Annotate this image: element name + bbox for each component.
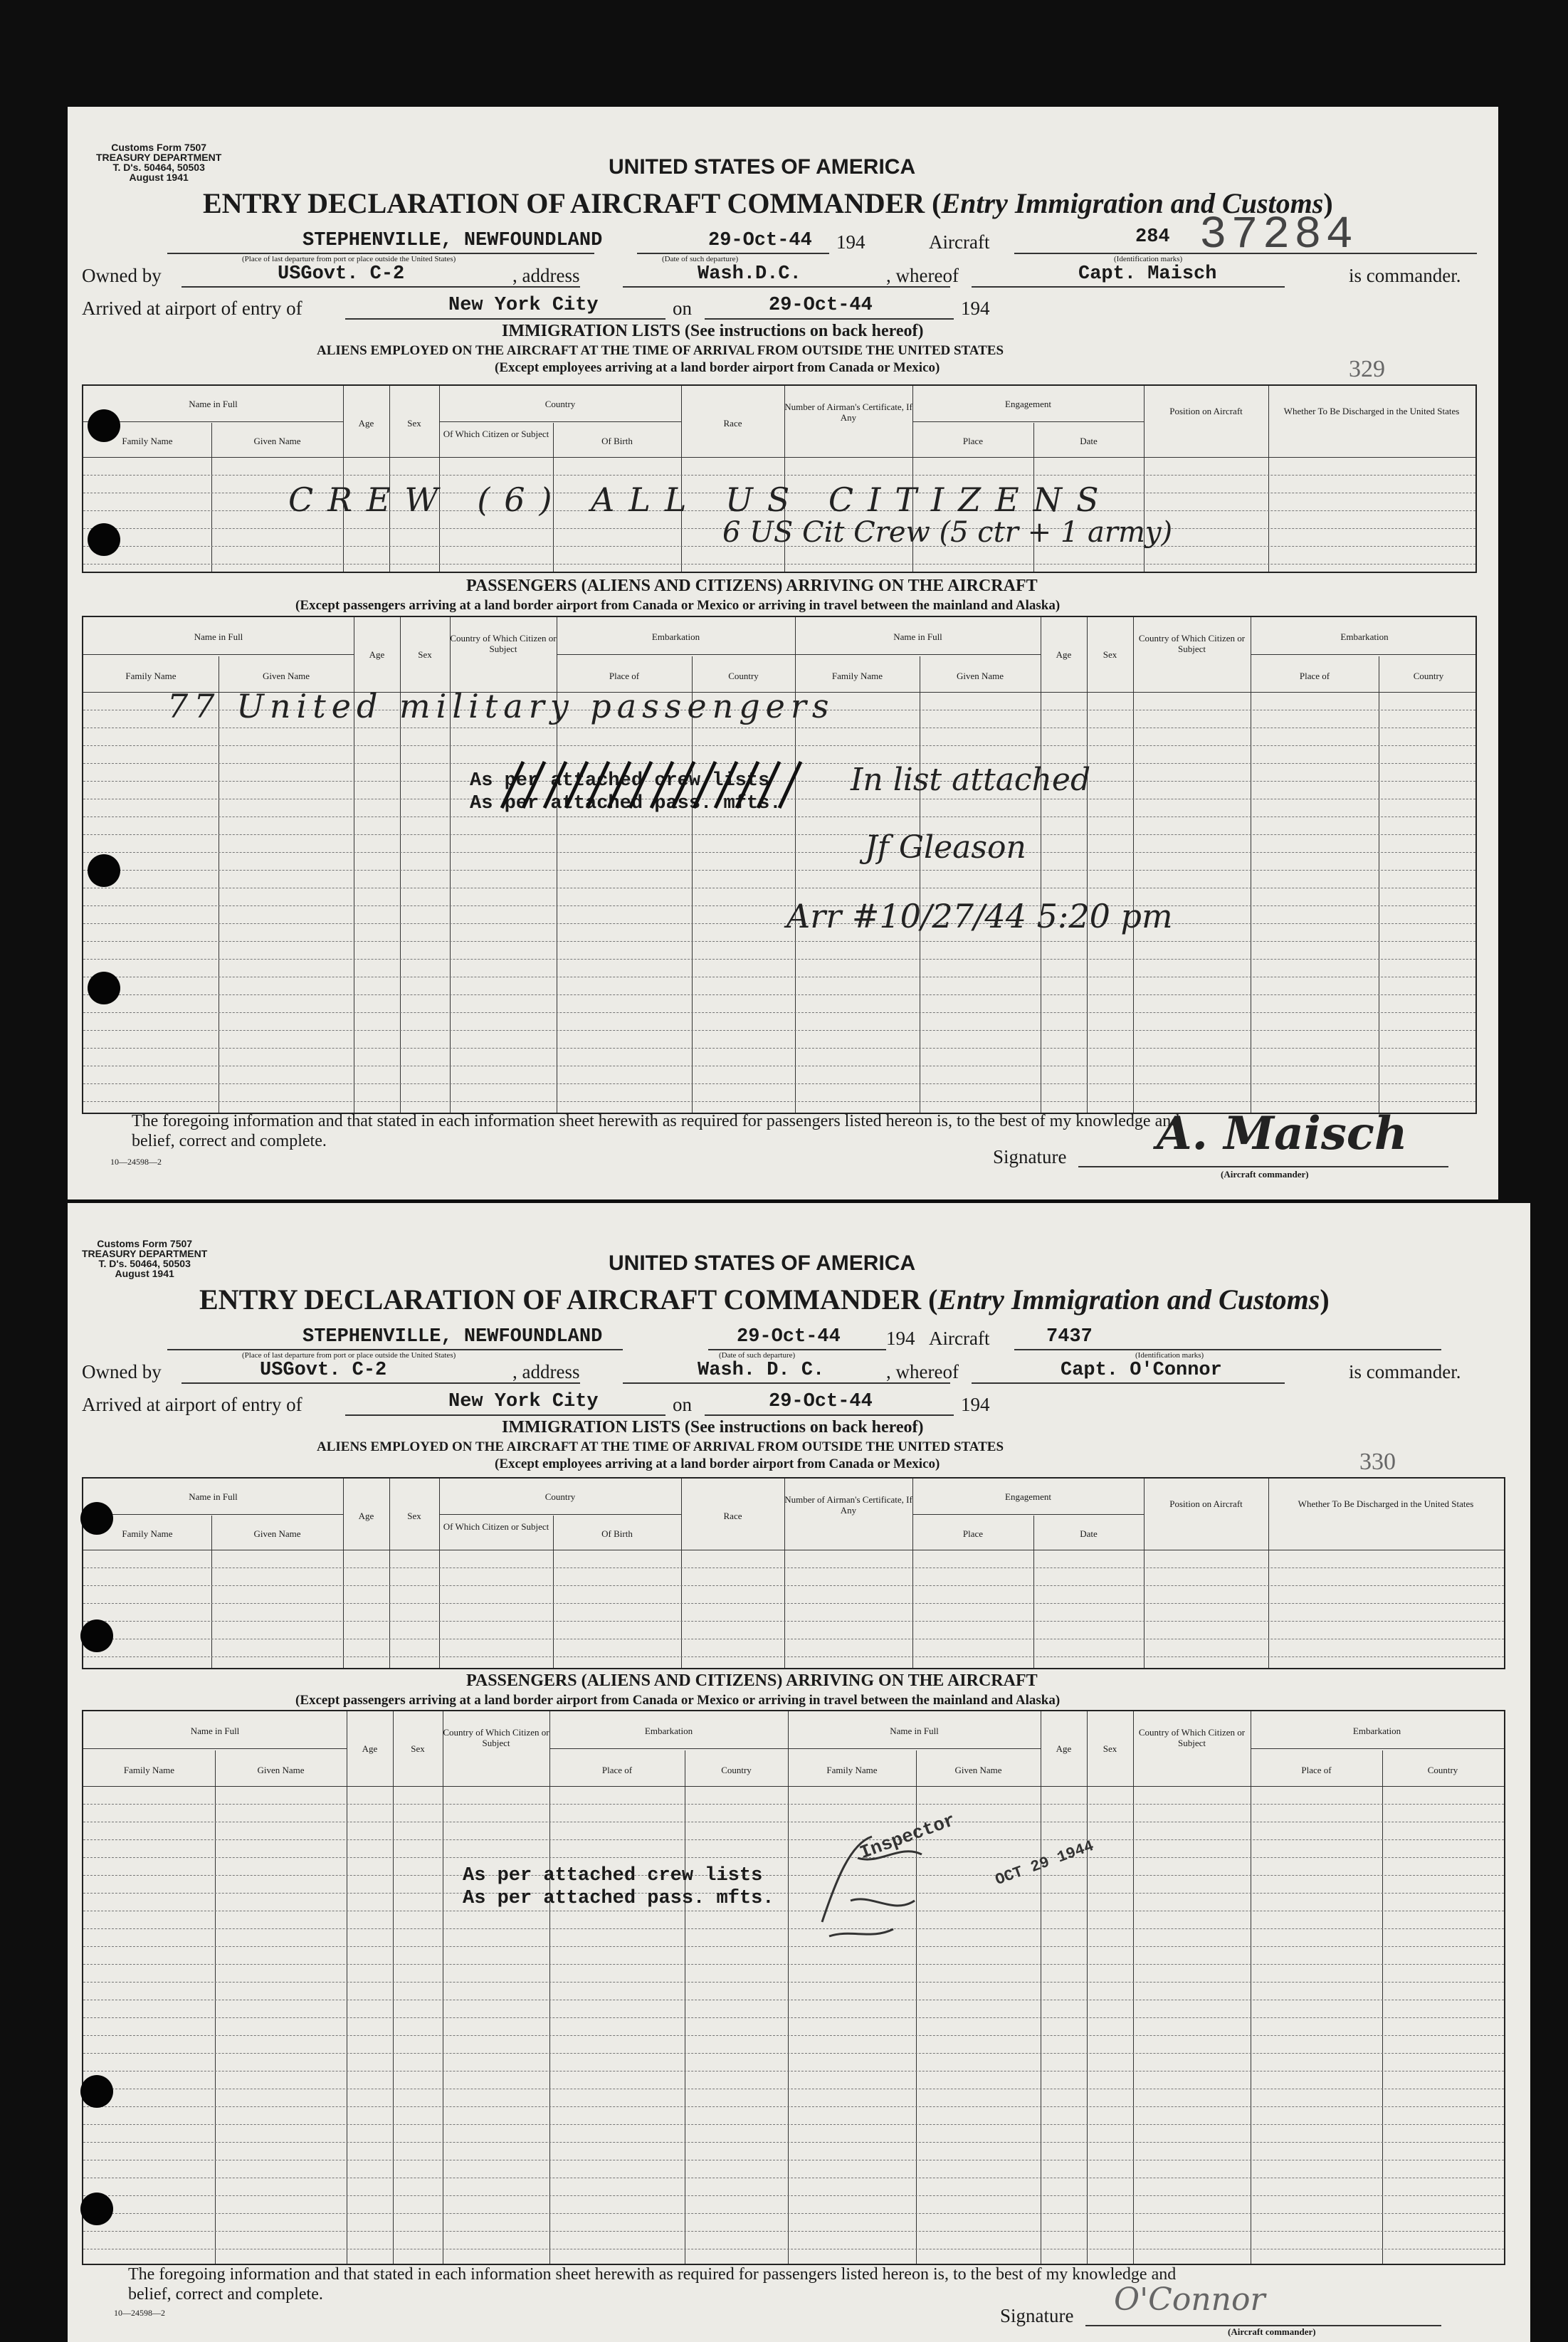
- title-italic: Entry Immigration and Customs: [941, 187, 1324, 219]
- strike-through-scribble: [495, 758, 865, 815]
- col-engagement: Engagement: [1005, 399, 1051, 409]
- address-2[interactable]: Wash. D. C.: [698, 1360, 825, 1381]
- signature-label: Signature: [993, 1146, 1067, 1167]
- commander-2[interactable]: Capt. O'Connor: [1061, 1360, 1222, 1381]
- aliens-table-2: [82, 1477, 1505, 1669]
- date-caption-2: (Date of such departure): [719, 1351, 796, 1360]
- p-col-age-2: Age: [1056, 649, 1072, 660]
- punch-hole: [88, 854, 120, 887]
- form-code-2: 10—24598—2: [114, 2308, 165, 2318]
- is-commander-label: is commander.: [1349, 265, 1461, 286]
- declaration-form-1: [68, 107, 1498, 1199]
- on-label: on: [673, 298, 692, 319]
- departure-caption-2: (Place of last departure from port or place outside the United States): [242, 1351, 456, 1360]
- owner[interactable]: USGovt. C-2: [278, 263, 405, 285]
- form-title-2: [199, 1283, 1330, 1316]
- p2-col-name: Name in Full: [190, 1726, 240, 1736]
- declaration-form-2: [68, 1203, 1530, 2342]
- arrived-date[interactable]: 29-Oct-44: [769, 295, 873, 316]
- signature: A. Maisch: [1157, 1107, 1408, 1160]
- p2-col-given: Given Name: [257, 1765, 305, 1775]
- punch-hole: [88, 409, 120, 442]
- form-id-2: Customs Form 7507: [97, 1238, 193, 1249]
- form-id: Customs Form 7507: [111, 142, 207, 153]
- title-main-2: ENTRY DECLARATION OF AIRCRAFT COMMANDER (: [199, 1283, 938, 1316]
- col-discharged-2: Whether To Be Discharged in the United States: [1298, 1498, 1474, 1509]
- aliens-sub: (Except employees arriving at a land border airport from Canada or Mexico): [495, 360, 940, 375]
- p2-col-given-2: Given Name: [954, 1765, 1002, 1775]
- commander[interactable]: Capt. Maisch: [1078, 263, 1217, 285]
- aliens-heading-2: ALIENS EMPLOYED ON THE AIRCRAFT AT THE TIME OF ARRIVAL FROM OUTSIDE THE UNITED STATES: [317, 1439, 1004, 1454]
- col-birth: Of Birth: [601, 436, 633, 446]
- signature-caption: (Aircraft commander): [1221, 1169, 1309, 1180]
- typed-pass-line-2: As per attached pass. mfts.: [463, 1888, 774, 1909]
- immigration-lists-heading: IMMIGRATION LISTS (See instructions on back hereof): [502, 322, 924, 340]
- p2-col-place-of-2: Place of: [1301, 1765, 1332, 1775]
- passengers-heading-2: PASSENGERS (ALIENS AND CITIZENS) ARRIVING ON THE AIRCRAFT: [466, 1671, 1038, 1690]
- departure-date[interactable]: 29-Oct-44: [708, 230, 812, 251]
- aircraft-caption-2: (Identification marks): [1135, 1351, 1204, 1360]
- departure-caption: (Place of last departure from port or place outside the United States): [242, 255, 456, 263]
- form-date: August 1941: [129, 172, 189, 183]
- on-label-2: on: [673, 1394, 692, 1415]
- year-label-2: 194: [886, 1328, 915, 1349]
- typed-pass-line: As per attached pass. mfts.: [470, 793, 782, 814]
- handwritten-list-attached: In list attached: [851, 762, 1091, 798]
- col-citizen-2: Of Which Citizen or Subject: [443, 1521, 549, 1532]
- form-tds: T. D's. 50464, 50503: [112, 162, 205, 173]
- p-col-country-2: Country: [1413, 671, 1444, 681]
- p2-col-embarkation-2: Embarkation: [1352, 1726, 1401, 1736]
- inspector-stamp: Inspector: [857, 1809, 959, 1864]
- p-col-place-of-2: Place of: [1299, 671, 1330, 681]
- inspector-initials-scribble: [808, 1815, 1021, 1943]
- form-id-block-2: [82, 1239, 207, 1278]
- arrived-place[interactable]: New York City: [448, 295, 599, 316]
- form-code: 10—24598—2: [110, 1157, 162, 1167]
- p2-col-family-2: Family Name: [826, 1765, 878, 1775]
- p2-col-sex: Sex: [411, 1743, 425, 1754]
- col-age-2: Age: [358, 1511, 374, 1521]
- stamp-number: 37284: [1199, 210, 1358, 261]
- form-dept: TREASURY DEPARTMENT: [96, 152, 222, 163]
- owner-2[interactable]: USGovt. C-2: [260, 1360, 387, 1381]
- col-position-2: Position on Aircraft: [1169, 1498, 1243, 1509]
- arrived-date-2[interactable]: 29-Oct-44: [769, 1391, 873, 1412]
- p2-col-embarkation: Embarkation: [644, 1726, 693, 1736]
- col-birth-2: Of Birth: [601, 1528, 633, 1539]
- corner-number-2: 330: [1359, 1449, 1396, 1475]
- form-date-2: August 1941: [115, 1268, 174, 1279]
- p2-col-place-of: Place of: [601, 1765, 633, 1775]
- col-engagement-2: Engagement: [1005, 1491, 1051, 1502]
- col-name-in-full-2: Name in Full: [189, 1491, 238, 1502]
- punch-hole: [80, 2193, 113, 2225]
- col-race-2: Race: [723, 1511, 742, 1521]
- form-title: [203, 187, 1333, 220]
- aircraft-caption: (Identification marks): [1114, 255, 1183, 263]
- col-country: Country: [544, 399, 576, 409]
- country-heading-2: UNITED STATES OF AMERICA: [609, 1251, 916, 1275]
- col-discharged: Whether To Be Discharged in the United States: [1283, 406, 1460, 416]
- p-col-country: Country: [728, 671, 759, 681]
- title-end: ): [1323, 187, 1333, 219]
- col-place-2: Place: [962, 1528, 984, 1539]
- inspector-stamp-date: OCT 29 1944: [993, 1837, 1097, 1890]
- typed-crew-line: As per attached crew lists: [470, 770, 770, 792]
- col-family-name-2: Family Name: [122, 1528, 173, 1539]
- p-col-name: Name in Full: [194, 631, 243, 642]
- passengers-sub: (Except passengers arriving at a land border airport from Canada or Mexico or arriving in travel between the mainland and Alaska): [295, 598, 1061, 613]
- p-col-embarkation: Embarkation: [651, 631, 700, 642]
- departure-place[interactable]: STEPHENVILLE, NEWFOUNDLAND: [302, 230, 603, 251]
- p2-col-sex-2: Sex: [1103, 1743, 1117, 1754]
- col-sex: Sex: [407, 418, 421, 429]
- declaration-text-1-2: The foregoing information and that stated in each information sheet herewith as required for passengers listed hereon is, to the best of my knowledge and: [128, 2265, 1177, 2284]
- p2-col-country-of-2: Country of Which Citizen or Subject: [1138, 1727, 1246, 1748]
- punch-hole: [80, 1502, 113, 1535]
- arrived-label: Arrived at airport of entry of: [82, 298, 302, 319]
- arrived-place-2[interactable]: New York City: [448, 1391, 599, 1412]
- date-caption: (Date of such departure): [662, 255, 739, 263]
- immigration-lists-heading-2: IMMIGRATION LISTS (See instructions on back hereof): [502, 1418, 924, 1437]
- country-heading: UNITED STATES OF AMERICA: [609, 155, 916, 179]
- declaration-text-2: belief, correct and complete.: [132, 1132, 327, 1150]
- aircraft-number-2[interactable]: 7437: [1046, 1326, 1093, 1348]
- col-date: Date: [1080, 436, 1098, 446]
- aliens-heading: ALIENS EMPLOYED ON THE AIRCRAFT AT THE TIME OF ARRIVAL FROM OUTSIDE THE UNITED STATES: [317, 343, 1004, 358]
- col-race: Race: [723, 418, 742, 429]
- punch-hole: [88, 972, 120, 1004]
- signature-label-2: Signature: [1000, 2305, 1074, 2326]
- handwritten-crew-note: CREW (6) ALL US CITIZENS: [288, 481, 1113, 519]
- aircraft-label-2: Aircraft: [929, 1328, 990, 1349]
- declaration-text-2-2: belief, correct and complete.: [128, 2285, 323, 2304]
- punch-hole: [80, 1619, 113, 1652]
- corner-number: 329: [1349, 356, 1385, 382]
- col-date-2: Date: [1080, 1528, 1098, 1539]
- arrived-year: 194: [961, 298, 990, 319]
- p2-col-age-2: Age: [1056, 1743, 1072, 1754]
- aliens-sub-2: (Except employees arriving at a land border airport from Canada or Mexico): [495, 1456, 940, 1471]
- title-italic-2: Entry Immigration and Customs: [937, 1283, 1320, 1316]
- address-label: , address: [512, 265, 580, 286]
- p2-col-country-2: Country: [1427, 1765, 1458, 1775]
- whereof-label: , whereof: [886, 265, 959, 286]
- p-col-name-2: Name in Full: [893, 631, 942, 642]
- col-airman-2: Number of Airman's Certificate, If Any: [784, 1494, 912, 1516]
- p-col-country-of-2: Country of Which Citizen or Subject: [1138, 633, 1246, 654]
- owned-by-label: Owned by: [82, 265, 162, 286]
- aircraft-number[interactable]: 284: [1135, 226, 1170, 248]
- whereof-label-2: , whereof: [886, 1361, 959, 1382]
- handwritten-inspector: Jf Gleason: [865, 829, 1026, 866]
- departure-date-2[interactable]: 29-Oct-44: [737, 1326, 841, 1348]
- typed-crew-line-2: As per attached crew lists: [463, 1865, 763, 1886]
- col-place: Place: [962, 436, 984, 446]
- col-country-2: Country: [544, 1491, 576, 1502]
- punch-hole: [88, 523, 120, 556]
- address[interactable]: Wash.D.C.: [698, 263, 801, 285]
- passengers-table-2: [82, 1710, 1505, 2265]
- year-label: 194: [836, 231, 865, 253]
- p-col-country-of: Country of Which Citizen or Subject: [450, 633, 557, 654]
- col-given-name-2: Given Name: [253, 1528, 301, 1539]
- col-age: Age: [358, 418, 374, 429]
- p-col-given: Given Name: [262, 671, 310, 681]
- col-sex-2: Sex: [407, 1511, 421, 1521]
- form-dept-2: TREASURY DEPARTMENT: [82, 1248, 208, 1259]
- p2-col-family: Family Name: [123, 1765, 175, 1775]
- aircraft-label: Aircraft: [929, 231, 990, 253]
- p-col-family: Family Name: [125, 671, 177, 681]
- passengers-sub-2: (Except passengers arriving at a land border airport from Canada or Mexico or arriving in travel between the mainland and Alaska): [295, 1693, 1061, 1708]
- p-col-age: Age: [369, 649, 385, 660]
- address-label-2: , address: [512, 1361, 580, 1382]
- passengers-heading: PASSENGERS (ALIENS AND CITIZENS) ARRIVING ON THE AIRCRAFT: [466, 577, 1038, 595]
- col-family-name: Family Name: [122, 436, 173, 446]
- arrived-year-2: 194: [961, 1394, 990, 1415]
- declaration-text-1: The foregoing information and that stated in each information sheet herewith as required for passengers listed hereon is, to the best of my knowledge and: [132, 1112, 1180, 1130]
- p-col-sex-2: Sex: [1103, 649, 1117, 660]
- arrived-label-2: Arrived at airport of entry of: [82, 1394, 302, 1415]
- col-citizen: Of Which Citizen or Subject: [443, 429, 549, 439]
- handwritten-crew-detail: 6 US Cit Crew (5 ctr + 1 army): [722, 516, 1173, 549]
- p-col-sex: Sex: [418, 649, 432, 660]
- p2-col-country: Country: [721, 1765, 752, 1775]
- col-position: Position on Aircraft: [1169, 406, 1243, 416]
- p-col-embarkation-2: Embarkation: [1340, 631, 1389, 642]
- p2-col-name-2: Name in Full: [890, 1726, 939, 1736]
- punch-hole: [80, 2075, 113, 2108]
- p-col-given-2: Given Name: [956, 671, 1004, 681]
- signature-caption-2: (Aircraft commander): [1228, 2326, 1316, 2337]
- form-id-block: [96, 142, 221, 182]
- title-end-2: ): [1320, 1283, 1330, 1316]
- is-commander-label-2: is commander.: [1349, 1361, 1461, 1382]
- title-main: ENTRY DECLARATION OF AIRCRAFT COMMANDER (: [203, 187, 942, 219]
- col-airman: Number of Airman's Certificate, If Any: [784, 401, 912, 423]
- p2-col-country-of: Country of Which Citizen or Subject: [443, 1727, 549, 1748]
- handwritten-passengers-note: 77 United military passengers: [167, 687, 835, 725]
- col-given-name: Given Name: [253, 436, 301, 446]
- p2-col-age: Age: [362, 1743, 378, 1754]
- form-tds-2: T. D's. 50464, 50503: [98, 1258, 191, 1269]
- p-col-family-2: Family Name: [831, 671, 883, 681]
- owned-by-label-2: Owned by: [82, 1361, 162, 1382]
- departure-place-2[interactable]: STEPHENVILLE, NEWFOUNDLAND: [302, 1326, 603, 1348]
- handwritten-arrival-time: Arr #10/27/44 5:20 pm: [786, 897, 1173, 935]
- signature-2: O'Connor: [1114, 2281, 1266, 2318]
- col-name-in-full: Name in Full: [189, 399, 238, 409]
- p-col-place-of: Place of: [609, 671, 640, 681]
